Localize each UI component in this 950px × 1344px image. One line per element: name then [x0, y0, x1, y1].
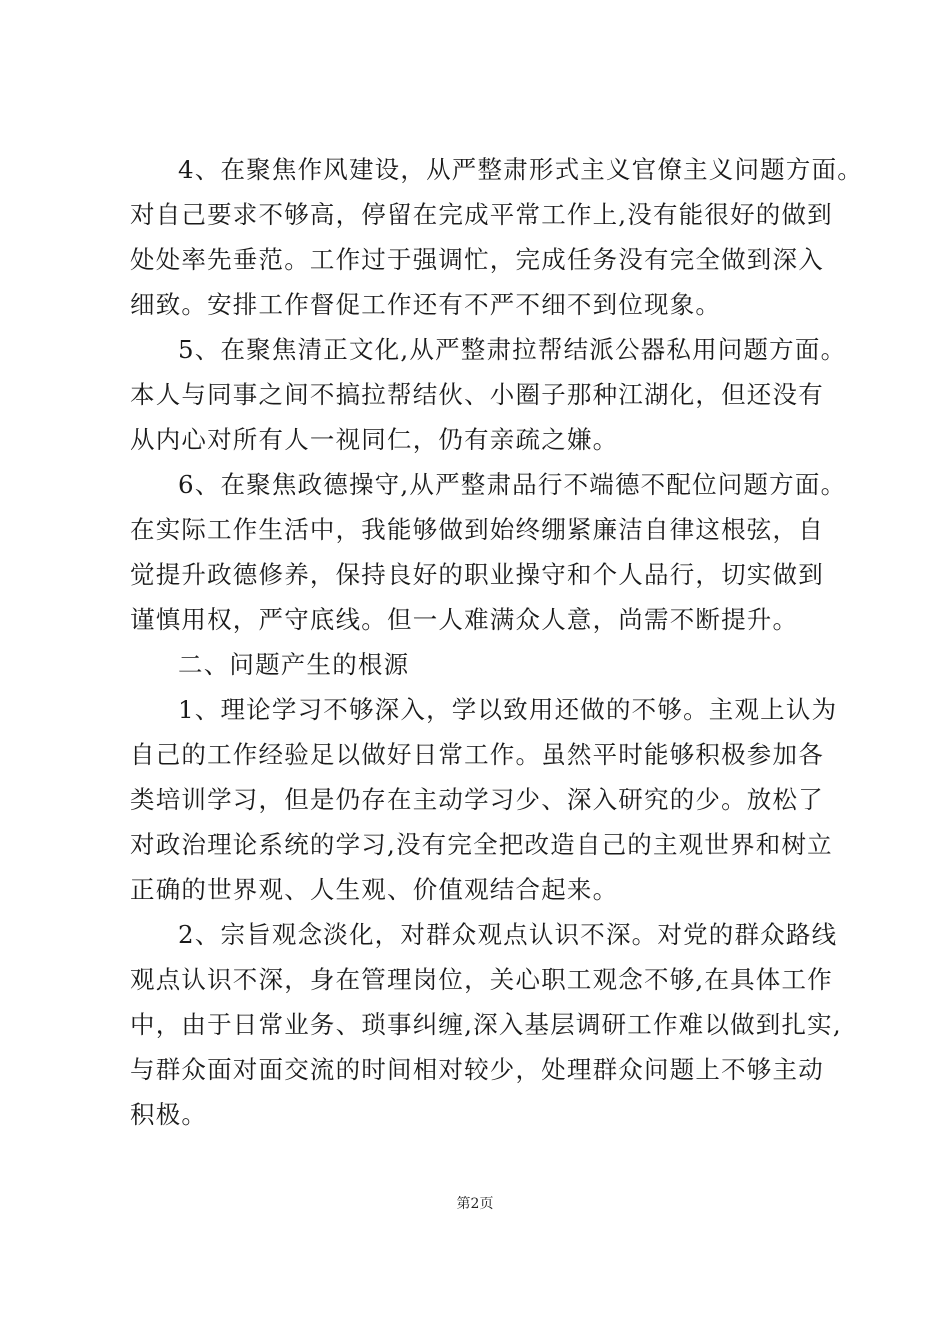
paragraph-line: 2、宗旨观念淡化，对群众观点认识不深。对党的群众路线 — [178, 920, 838, 949]
paragraph-line: 积极。 — [130, 1100, 208, 1129]
paragraph-line: 对政治理论系统的学习,没有完全把改造自己的主观世界和树立 — [130, 830, 833, 859]
paragraph-line: 6、在聚焦政德操守,从严整肃品行不端德不配位问题方面。 — [178, 470, 847, 499]
paragraph-line: 与群众面对面交流的时间相对较少，处理群众问题上不够主动 — [130, 1055, 824, 1084]
paragraph-line: 细致。安排工作督促工作还有不严不细不到位现象。 — [130, 290, 722, 319]
page-number-footer: 第2页 — [456, 1196, 494, 1212]
paragraph-line: 观点认识不深，身在管理岗位，关心职工观念不够,在具体工作 — [130, 965, 833, 994]
paragraph-line: 类培训学习，但是仍存在主动学习少、深入研究的少。放松了 — [130, 785, 824, 814]
paragraph-line: 中，由于日常业务、琐事纠缠,深入基层调研工作难以做到扎实, — [130, 1010, 842, 1039]
section-heading: 二、问题产生的根源 — [178, 650, 410, 679]
paragraph-line: 在实际工作生活中，我能够做到始终绷紧廉洁自律这根弦，自 — [130, 515, 824, 544]
paragraph-line: 正确的世界观、人生观、价值观结合起来。 — [130, 875, 619, 904]
paragraph-line: 谨慎用权，严守底线。但一人难满众人意，尚需不断提升。 — [130, 605, 799, 634]
paragraph-line: 处处率先垂范。工作过于强调忙，完成任务没有完全做到深入 — [130, 245, 824, 274]
paragraph-line: 觉提升政德修养，保持良好的职业操守和个人品行，切实做到 — [130, 560, 824, 589]
paragraph-line: 从内心对所有人一视同仁，仍有亲疏之嫌。 — [130, 425, 619, 454]
paragraph-line: 5、在聚焦清正文化,从严整肃拉帮结派公器私用问题方面。 — [178, 335, 847, 364]
paragraph-line: 4、在聚焦作风建设，从严整肃形式主义官僚主义问题方面。 — [178, 155, 863, 184]
paragraph-line: 自己的工作经验足以做好日常工作。虽然平时能够积极参加各 — [130, 740, 824, 769]
paragraph-line: 对自己要求不够高，停留在完成平常工作上,没有能很好的做到 — [130, 200, 833, 229]
paragraph-line: 1、理论学习不够深入，学以致用还做的不够。主观上认为 — [178, 695, 838, 724]
paragraph-line: 本人与同事之间不搞拉帮结伙、小圈子那种江湖化，但还没有 — [130, 380, 824, 409]
